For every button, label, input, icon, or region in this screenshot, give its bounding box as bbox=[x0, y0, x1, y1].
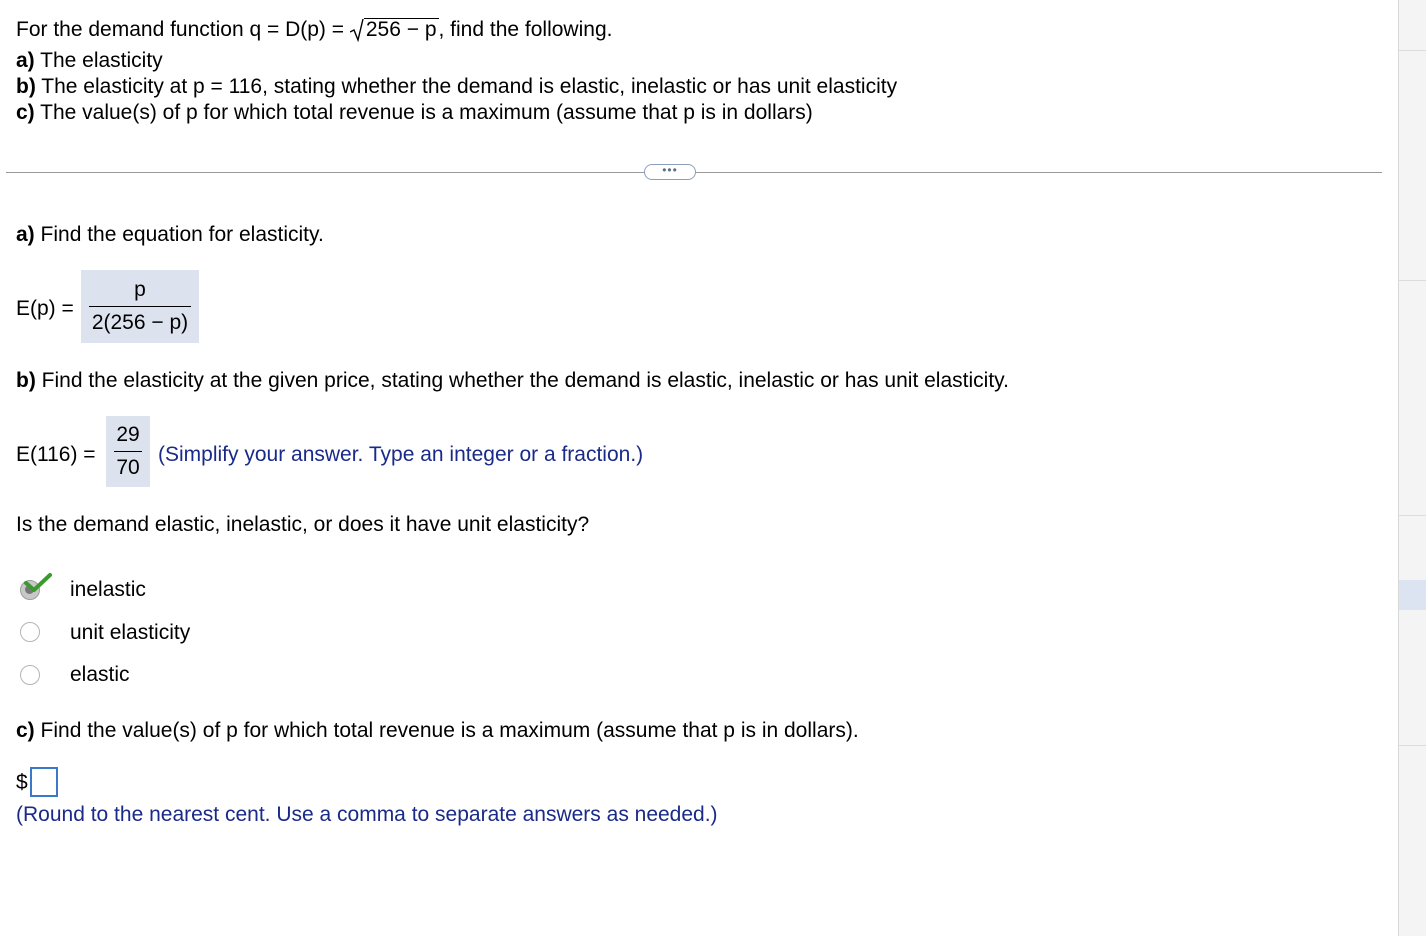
part-a-numerator: p bbox=[134, 278, 146, 301]
part-b-prompt bbox=[16, 369, 1009, 393]
part-a-answer-box[interactable] bbox=[81, 270, 199, 343]
radio-button[interactable] bbox=[20, 622, 40, 642]
part-a-fraction-bar bbox=[89, 306, 191, 307]
strip-highlight bbox=[1399, 580, 1426, 610]
part-c-prompt bbox=[16, 719, 859, 743]
part-a-label: a) bbox=[16, 223, 35, 246]
item-b-text: The elasticity at p = 116, stating whether the demand is elastic, inelastic or has unit elasticity bbox=[35, 75, 898, 98]
part-b-fraction-bar bbox=[114, 451, 142, 452]
intro-post: , find the following. bbox=[438, 18, 613, 41]
part-a-text: Find the equation for elasticity. bbox=[34, 223, 324, 246]
strip-divider bbox=[1399, 280, 1426, 281]
more-options-button[interactable]: ••• bbox=[644, 164, 696, 180]
part-b-text: Find the elasticity at the given price, stating whether the demand is elastic, inelastic or has unit elasticity. bbox=[35, 369, 1009, 392]
option-label: elastic bbox=[70, 663, 130, 686]
item-c-label: c) bbox=[16, 101, 35, 124]
part-b-answer-box[interactable] bbox=[106, 416, 150, 487]
part-b-label: b) bbox=[16, 369, 36, 392]
intro-pre: For the demand function q = D(p) = bbox=[16, 18, 350, 41]
part-c-hint: (Round to the nearest cent. Use a comma to separate answers as needed.) bbox=[16, 803, 718, 826]
item-a-text: The elasticity bbox=[34, 49, 163, 72]
problem-item-b bbox=[16, 75, 897, 99]
radicand: 256 − p bbox=[365, 18, 437, 41]
problem-item-a bbox=[16, 49, 163, 73]
side-panel-strip bbox=[1398, 0, 1426, 936]
part-a-prompt bbox=[16, 223, 324, 247]
part-a-denominator: 2(256 − p) bbox=[91, 311, 189, 334]
item-b-label: b) bbox=[16, 75, 36, 98]
strip-divider bbox=[1399, 515, 1426, 516]
item-a-label: a) bbox=[16, 49, 35, 72]
sqrt-expression bbox=[350, 18, 439, 42]
sqrt-sign-icon bbox=[350, 18, 364, 42]
part-a-lhs: E(p) = bbox=[16, 297, 74, 320]
part-b-hint: (Simplify your answer. Type an integer or a fraction.) bbox=[158, 443, 644, 466]
problem-intro bbox=[16, 18, 612, 42]
part-b-lhs: E(116) = bbox=[16, 443, 96, 466]
checkmark-icon bbox=[24, 572, 52, 594]
part-b-question2: Is the demand elastic, inelastic, or does it have unit elasticity? bbox=[16, 513, 590, 536]
strip-divider bbox=[1399, 50, 1426, 51]
part-c-label: c) bbox=[16, 719, 35, 742]
part-b-numerator: 29 bbox=[116, 423, 140, 446]
part-b-denominator: 70 bbox=[116, 456, 140, 479]
option-label: unit elasticity bbox=[70, 621, 191, 644]
currency-symbol: $ bbox=[16, 771, 28, 794]
item-c-text: The value(s) of p for which total revenue is a maximum (assume that p is in dollars) bbox=[34, 101, 813, 124]
radio-button[interactable] bbox=[20, 665, 40, 685]
part-c-text: Find the value(s) of p for which total revenue is a maximum (assume that p is in dollars). bbox=[34, 719, 859, 742]
part-c-answer-input[interactable] bbox=[30, 767, 58, 797]
option-label: inelastic bbox=[70, 578, 146, 601]
strip-divider bbox=[1399, 745, 1426, 746]
problem-item-c bbox=[16, 101, 813, 125]
